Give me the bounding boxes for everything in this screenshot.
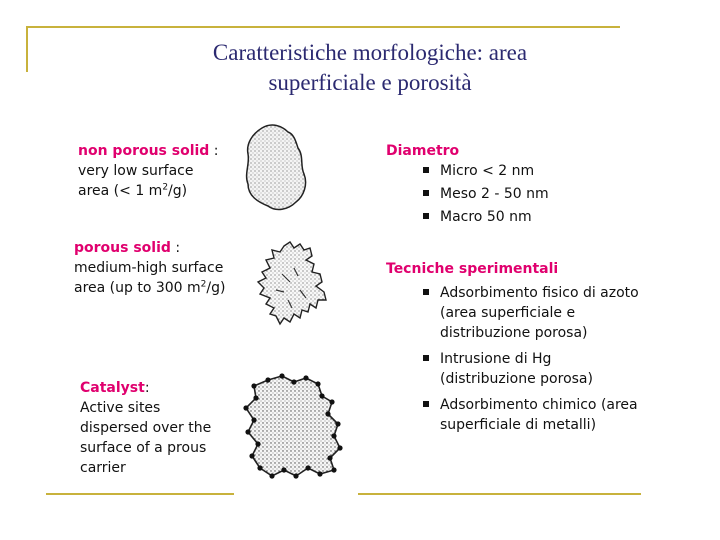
catalyst-line-4: carrier	[80, 460, 126, 476]
nonporous-desc-1: very low surface	[78, 163, 194, 179]
porous-block	[74, 238, 225, 298]
porous-desc-3: /g)	[206, 280, 226, 296]
porous-desc-2: area (up to 300 m	[74, 280, 201, 296]
list-item	[386, 161, 549, 181]
list-item	[386, 395, 639, 435]
list-item	[386, 349, 639, 389]
list-item	[386, 184, 549, 204]
catalyst-illustration	[238, 370, 350, 485]
tecniche-section	[386, 259, 639, 435]
tecniche-item-1-line-1: Adsorbimento fisico di azoto	[440, 285, 639, 301]
catalyst-label: Catalyst	[80, 380, 145, 396]
porous-label: porous solid	[74, 240, 171, 256]
diametro-item-micro: Micro < 2 nm	[440, 163, 535, 179]
tecniche-item-2-line-1: Intrusione di Hg	[440, 351, 552, 367]
catalyst-line-1: Active sites	[80, 400, 161, 416]
tecniche-list	[386, 283, 639, 435]
diametro-heading: Diametro	[386, 143, 460, 159]
nonporous-suffix: :	[209, 143, 219, 159]
catalyst-line-3: surface of a prous	[80, 440, 207, 456]
nonporous-label: non porous solid	[78, 143, 210, 159]
list-item	[386, 207, 549, 227]
diametro-item-meso: Meso 2 - 50 nm	[440, 186, 549, 202]
catalyst-block	[80, 378, 211, 478]
list-item	[386, 283, 639, 343]
tecniche-item-1-line-2: (area superficiale e	[440, 305, 576, 321]
title-line-1: Caratteristiche morfologiche: area	[212, 40, 528, 65]
tecniche-item-2-line-2: (distribuzione porosa)	[440, 371, 593, 387]
bottom-rule-left	[46, 493, 234, 495]
bottom-rule-right	[358, 493, 641, 495]
nonporous-desc-2: area (< 1 m	[78, 183, 163, 199]
top-rule	[26, 26, 620, 28]
nonporous-block	[78, 141, 219, 201]
nonporous-solid-illustration	[238, 122, 316, 217]
porous-solid-illustration	[254, 238, 334, 328]
porous-desc-sup: 2	[200, 279, 207, 290]
catalyst-suffix: :	[144, 380, 150, 396]
slide-title	[60, 38, 680, 98]
diametro-list	[386, 161, 549, 227]
diametro-item-macro: Macro 50 nm	[440, 209, 532, 225]
diametro-section	[386, 141, 549, 227]
porous-desc-1: medium-high surface	[74, 260, 224, 276]
nonporous-desc-sup: 2	[162, 182, 169, 193]
tecniche-item-1-line-3: distribuzione porosa)	[440, 325, 588, 341]
catalyst-line-2: dispersed over the	[80, 420, 212, 436]
tecniche-heading: Tecniche sperimentali	[386, 261, 559, 277]
left-rule	[26, 26, 28, 72]
title-line-2: superficiale e porosità	[268, 70, 472, 95]
porous-suffix: :	[170, 240, 181, 256]
tecniche-item-3-line-1: Adsorbimento chimico (area	[440, 397, 638, 413]
tecniche-item-3-line-2: superficiale di metalli)	[440, 417, 597, 433]
nonporous-desc-3: /g)	[168, 183, 188, 199]
